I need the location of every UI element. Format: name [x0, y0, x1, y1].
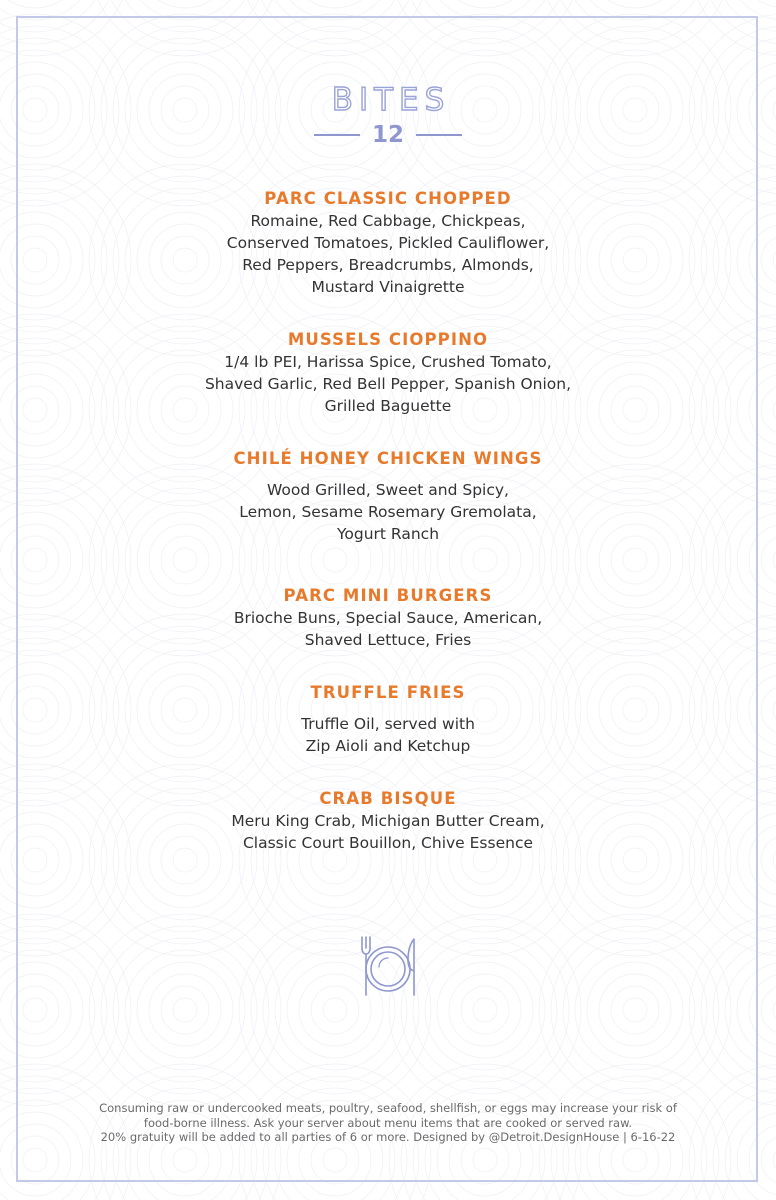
menu-item-name: PARC MINI BURGERS [283, 586, 493, 605]
menu-item-description [0, 607, 776, 651]
menu-item-description [0, 479, 776, 545]
description-line: Lemon, Sesame Rosemary Gremolata, [239, 503, 537, 521]
description-line: Shaved Garlic, Red Bell Pepper, Spanish Onion, [204, 375, 572, 393]
description-line: Wood Grilled, Sweet and Spicy, [267, 481, 509, 499]
section-price-row [0, 120, 776, 150]
description-line: 1/4 lb PEI, Harissa Spice, Crushed Tomato, [224, 353, 552, 371]
description-line: Romaine, Red Cabbage, Chickpeas, [250, 212, 526, 230]
footer-line: Consuming raw or undercooked meats, poultry, seafood, shellfish, or eggs may increase your risk of [99, 1101, 677, 1115]
menu-item [0, 585, 776, 651]
description-line: Classic Court Bouillon, Chive Essence [242, 834, 533, 852]
footer-line: food-borne illness. Ask your server about menu items that are cooked or served raw. [143, 1115, 633, 1130]
price-divider-right [416, 134, 462, 136]
menu-item [0, 788, 776, 854]
menu-item-name: TRUFFLE FRIES [310, 683, 466, 702]
menu-item-description [0, 210, 776, 298]
description-line: Brioche Buns, Special Sauce, American, [233, 609, 543, 627]
description-line: Meru King Crab, Michigan Butter Cream, [231, 812, 545, 830]
menu-item-name: CHILÉ HONEY CHICKEN WINGS [233, 449, 543, 468]
menu-item-description [0, 351, 776, 417]
description-line: Mustard Vinaigrette [311, 278, 465, 296]
description-line: Truffle Oil, served with [301, 715, 475, 733]
footer-line: 20% gratuity will be added to all parties of 6 or more. Designed by @Detroit.DesignHouse | 6-16-22 [100, 1130, 676, 1144]
menu-item-name: CRAB BISQUE [319, 789, 457, 808]
menu-item [0, 188, 776, 298]
menu-item-name: MUSSELS CIOPPINO [287, 330, 489, 349]
section-title: BITES [331, 82, 451, 118]
menu-item [0, 448, 776, 545]
menu-item [0, 682, 776, 757]
description-line: Zip Aioli and Ketchup [305, 737, 471, 755]
plate-fork-knife-icon [357, 934, 419, 998]
menu-item-description [0, 810, 776, 854]
section-price: 12 [371, 122, 404, 148]
description-line: Grilled Baguette [324, 397, 452, 415]
description-line: Shaved Lettuce, Fries [304, 631, 472, 649]
menu-item-name: PARC CLASSIC CHOPPED [264, 189, 512, 208]
section-header [0, 82, 776, 118]
description-line: Conserved Tomatoes, Pickled Cauliflower, [226, 234, 550, 252]
description-line: Yogurt Ranch [336, 525, 440, 543]
menu-item [0, 329, 776, 417]
legal-footer [40, 1101, 736, 1145]
description-line: Red Peppers, Breadcrumbs, Almonds, [242, 256, 534, 274]
menu-item-description [0, 713, 776, 757]
